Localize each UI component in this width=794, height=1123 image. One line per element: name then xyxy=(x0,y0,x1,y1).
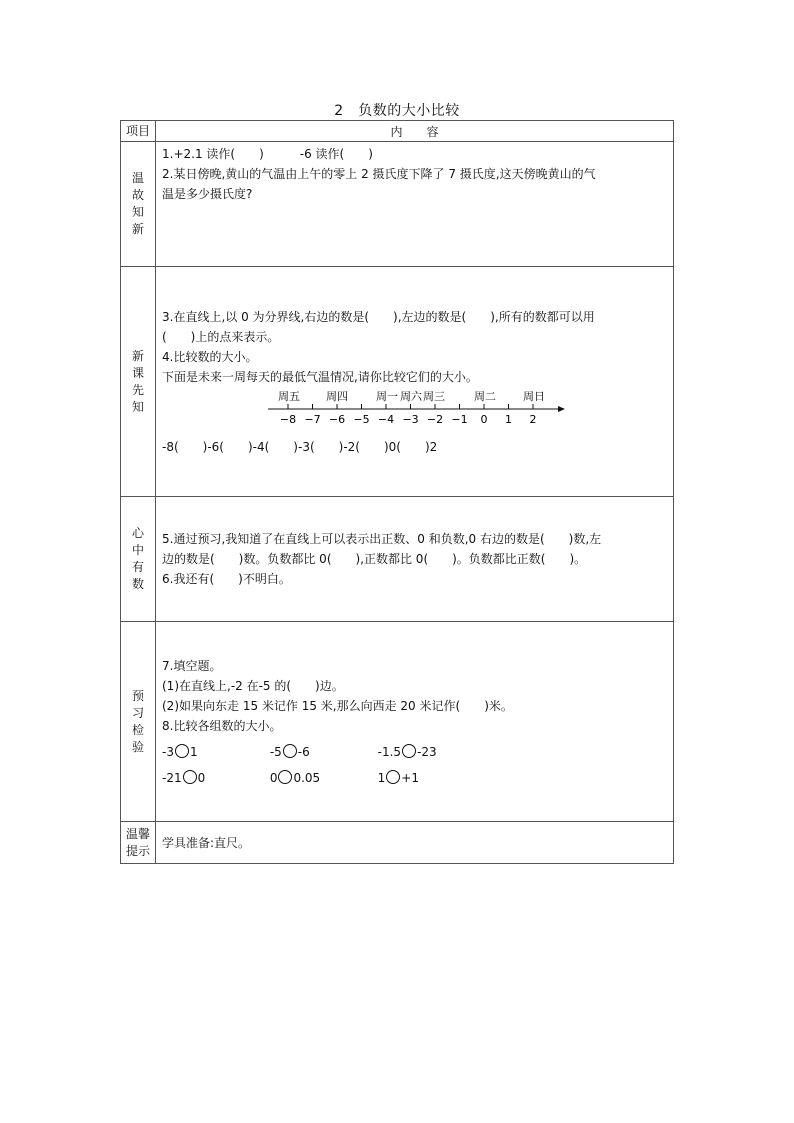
axis-tick-label: −7 xyxy=(304,412,321,426)
comparison-row-1 xyxy=(162,742,667,762)
compare-circle[interactable] xyxy=(278,770,292,784)
preview-label: 新课先知 xyxy=(131,348,144,414)
axis-tick-label: −4 xyxy=(377,412,395,426)
axis-tick-label: 1 xyxy=(505,412,512,426)
comparison-item: -5 -6 xyxy=(269,744,310,759)
preview-line-2: ( )上的点来表示。 xyxy=(162,329,280,344)
preview-line-3: 4.比较数的大小。 xyxy=(162,349,258,364)
comparison-item: -3 1 xyxy=(162,744,198,759)
summary-line-1: 5.通过预习,我知道了在直线上可以表示出正数、0 和负数,0 右边的数是( )数,左 xyxy=(162,532,602,546)
check-label: 预习检验 xyxy=(131,688,144,754)
item-header: 项目 xyxy=(121,121,156,142)
tip-text: 学具准备:直尺。 xyxy=(162,835,251,850)
day-label: 周日 xyxy=(523,389,545,403)
axis-tick-label: 2 xyxy=(529,412,537,426)
comparison-item: 1 +1 xyxy=(377,770,419,785)
axis-tick-label: −3 xyxy=(402,412,419,426)
axis-tick-label: −8 xyxy=(279,412,297,426)
day-label: 周四 xyxy=(326,389,348,403)
tip-label: 温馨提示 xyxy=(125,826,150,858)
check-row xyxy=(121,622,674,822)
axis-tick-label: −5 xyxy=(353,412,370,426)
check-line-3: (2)如果向东走 15 米记作 15 米,那么向西走 20 米记作( )米。 xyxy=(162,698,513,713)
axis-tick-label: 0 xyxy=(480,412,488,426)
comparison-item: -21 0 xyxy=(162,770,206,785)
worksheet-table xyxy=(120,120,674,864)
comparison-row-2 xyxy=(162,768,667,788)
page-title: 2 负数的大小比较 xyxy=(334,103,460,119)
axis-arrow xyxy=(558,406,565,412)
compare-circle[interactable] xyxy=(386,770,400,784)
review-line-3: 温是多少摄氏度? xyxy=(162,187,253,201)
summary-line-2: 边的数是( )数。负数都比 0( ),正数都比 0( )。负数都比正数( )。 xyxy=(162,552,587,566)
review-label: 温故知新 xyxy=(131,171,144,236)
preview-line-4: 下面是未来一周每天的最低气温情况,请你比较它们的大小。 xyxy=(162,369,478,384)
axis-tick-label: −2 xyxy=(426,412,444,426)
day-label: 周五 xyxy=(278,389,300,403)
summary-row xyxy=(121,497,674,622)
tip-row xyxy=(121,822,674,864)
temperature-number-line xyxy=(266,389,566,429)
compare-circle[interactable] xyxy=(402,744,416,758)
compare-circle[interactable] xyxy=(175,744,189,758)
review-row xyxy=(121,142,674,267)
axis-tick-label: −6 xyxy=(328,412,346,426)
compare-line: -8( )-6( )-4( )-3( )-2( )0( )2 xyxy=(162,439,438,454)
check-line-2: (1)在直线上,-2 在-5 的( )边。 xyxy=(162,678,344,693)
preview-row xyxy=(121,267,674,497)
compare-circle[interactable] xyxy=(283,744,297,758)
content-header: 内 容 xyxy=(156,121,674,142)
summary-line-3: 6.我还有( )不明白。 xyxy=(162,572,291,586)
check-line-1: 7.填空题。 xyxy=(162,658,222,673)
axis-tick-label: −1 xyxy=(451,412,468,426)
review-line-2: 2.某日傍晚,黄山的气温由上午的零上 2 摄氏度下降了 7 摄氏度,这天傍晚黄山的气 xyxy=(162,167,596,181)
comparison-item: 0 0.05 xyxy=(269,770,321,785)
preview-line-1: 3.在直线上,以 0 为分界线,右边的数是( ),左边的数是( ),所有的数都可以用 xyxy=(162,309,595,324)
review-line-1: 1.+2.1 读作( ) -6 读作( ) xyxy=(162,147,373,161)
header-row xyxy=(121,121,674,142)
day-label: 周三 xyxy=(423,389,445,403)
summary-label: 心中有数 xyxy=(131,526,144,591)
comparison-item: -1.5 -23 xyxy=(377,744,437,759)
day-label: 周二 xyxy=(474,389,496,403)
day-label: 周六 xyxy=(400,389,422,403)
day-label: 周一 xyxy=(376,389,398,403)
compare-circle[interactable] xyxy=(183,770,197,784)
check-line-4: 8.比较各组数的大小。 xyxy=(162,718,282,733)
